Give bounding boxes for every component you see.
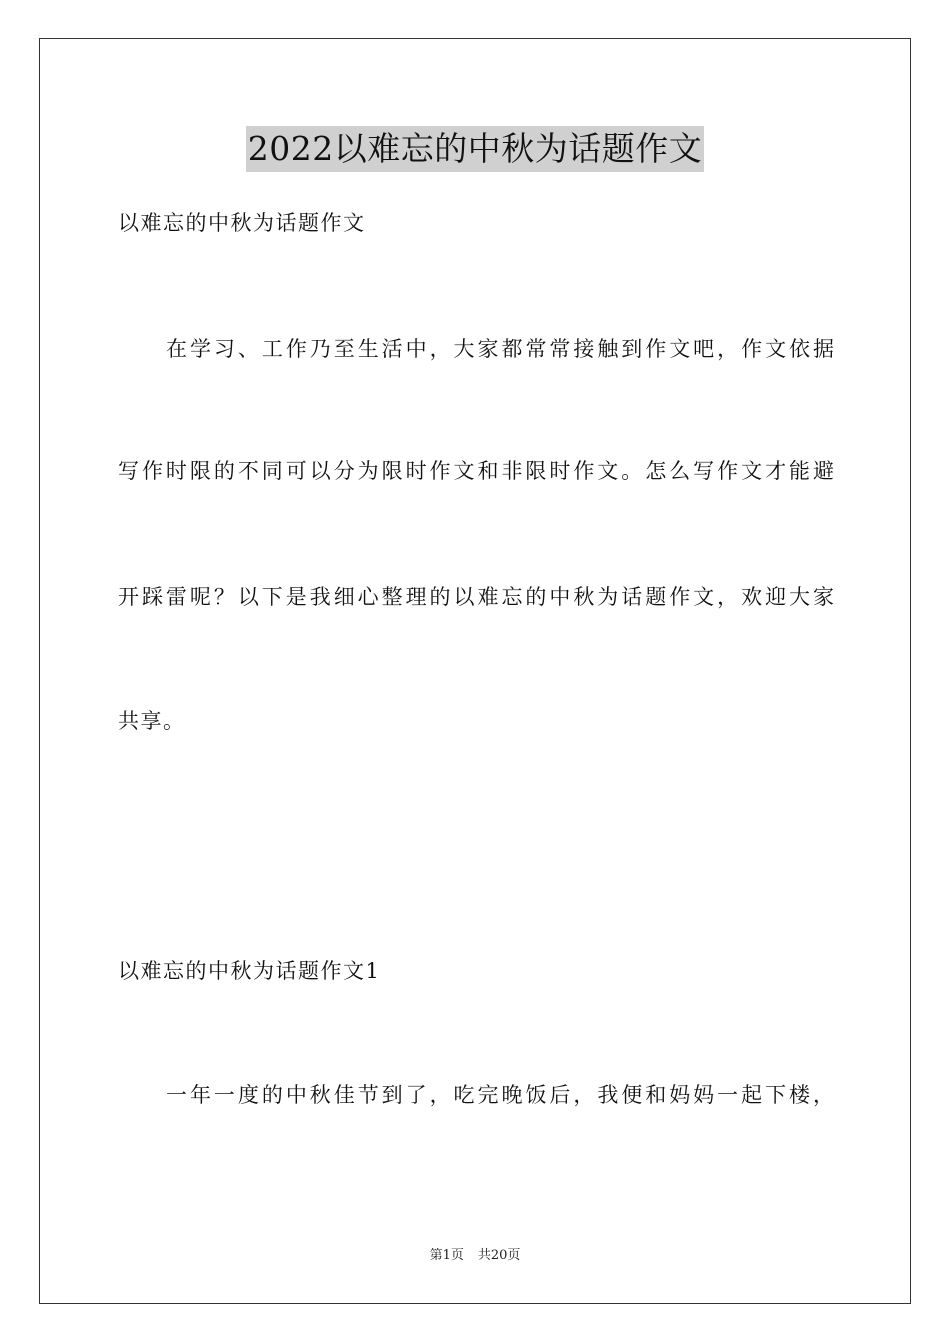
document-title [0,126,950,172]
paragraph-line: 共享。 [118,709,186,733]
page-total: 共20页 [477,1248,521,1263]
paragraph-line: 写作时限的不同可以分为限时作文和非限时作文。怎么写作文才能避 [118,459,834,483]
paragraph-line: 在学习、工作乃至生活中，大家都常常接触到作文吧，作文依据 [166,337,834,361]
paragraph-line: 开踩雷呢？以下是我细心整理的以难忘的中秋为话题作文，欢迎大家 [118,585,834,609]
document-title-text: 2022以难忘的中秋为话题作文 [246,126,704,172]
page-footer [0,1247,950,1265]
page-number: 第1页 [429,1248,464,1263]
paragraph-line: 一年一度的中秋佳节到了，吃完晚饭后，我便和妈妈一起下楼， [166,1083,834,1107]
section-heading: 以难忘的中秋为话题作文1 [118,959,381,983]
document-subtitle: 以难忘的中秋为话题作文 [118,211,366,235]
